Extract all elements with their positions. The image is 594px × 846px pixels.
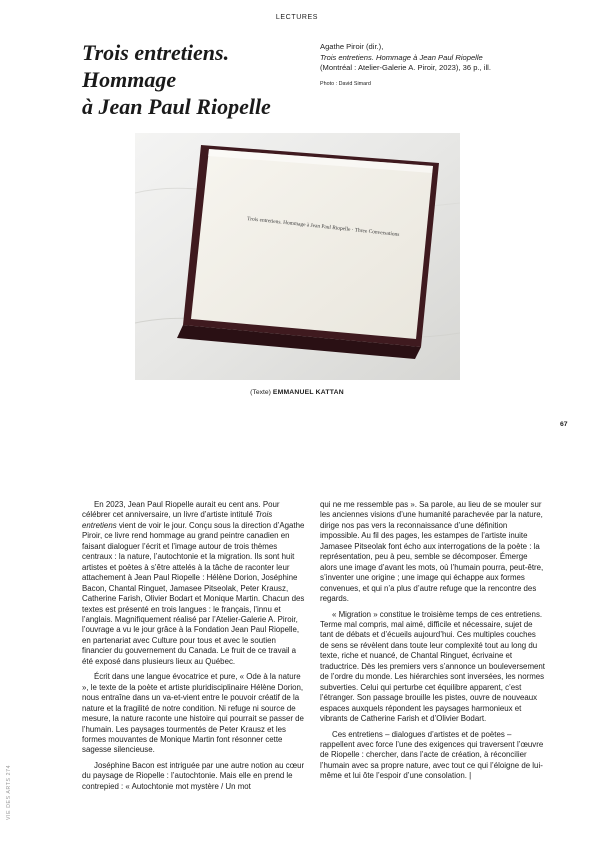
biblio-book-title: Trois entretiens. Hommage à Jean Paul Riopelle xyxy=(320,52,483,62)
magazine-side-label: VIE DES ARTS 274 xyxy=(6,764,12,820)
paragraph-text: En 2023, Jean Paul Riopelle aurait eu cent ans. Pour célébrer cet anniversaire, un livre d’artiste intitulé xyxy=(82,500,280,520)
biblio-publisher: (Montréal : Atelier-Galerie A. Piroir, 2023), 36 p., ill. xyxy=(320,63,491,73)
article-title xyxy=(82,39,322,120)
paragraph: Joséphine Bacon est intriguée par une autre notion au cœur du paysage de Riopelle : l’autochtonie. Mais elle en prend le contrepied : « Autochtonie mot mystère / Un mot xyxy=(82,760,305,791)
section-label: LECTURES xyxy=(275,14,319,21)
paragraph: « Migration » constitue le troisième temps de ces entretiens. Terme mal compris, mal aimé, difficile et nécessaire, sujet de tant de débats et d’écueils aujourd’hui. Ces multiples couches de sens se révèlent dans toute leur complexité tout au long du texte, riche et nuancé, de Chantal Ringuet, écrivaine et traductrice. Dès les premiers vers s’annonce un bouleversement de l’ordre du monde. Les hiérarchies sont inversées, les normes subverties. Celui qui perturbe cet équilibre apparent, c’est l’étranger. Son passage brouille les pistes, ouvre de nouveaux espaces auxquels répondent les paysages harmonieux et vibrants de Catherine Farish et d’Olivier Bodart. xyxy=(320,609,545,724)
byline xyxy=(0,389,594,396)
book-photo xyxy=(135,133,460,380)
paragraph-italic: Trois entretiens xyxy=(82,510,273,530)
paragraph: Écrit dans une langue évocatrice et pure, « Ode à la nature », le texte de la poète et artiste pluridisciplinaire Hélène Dorion, nous entraîne dans un va-et-vient entre le pouvoir créatif de la nature et la fragilité de notre condition. Ni refuge ni source de mesure, la nature raconte une histoire qui pourrait se passer de l’humain. Les paysages tourmentés de Peter Krausz et les formes mouvantes de Monique Martin font résonner cette sagesse silencieuse. xyxy=(82,672,304,755)
title-line-2: à Jean Paul Riopelle xyxy=(82,94,271,119)
page-number: 67 xyxy=(560,421,568,428)
byline-author: EMMANUEL KATTAN xyxy=(272,389,344,396)
paragraph-text: vient de voir le jour. Conçu sous la direction d’Agathe Piroir, ce livre rend hommage au grand peintre canadien en faisant dialoguer l’écrit et l’image autour de trois thèmes centraux : la nature, l’autochtonie et la migration. Ils sont huit artistes et poètes à s’être attelés à la tâche de raconter leur attachement à Jean Paul Riopelle : Hélène Dorion, Joséphine Bacon, Chantal Ringuet, Jamasee Pitseolak, Peter Krausz, Catherine Farish, Olivier Bodart et Monique Martin. Chacun des textes est présenté en trois langues : le français, l’innu et l’anglais. Magnifiquement réalisé par l’Atelier-Galerie A. Piroir, l’ouvrage a vu le jour grâce à la Fondation Jean Paul Riopelle, en partenariat avec Culture pour tous et avec le soutien financier du gouvernement du Canada. Le fruit de ce travail a été exposé dans plusieurs lieux au Québec. xyxy=(82,520,305,666)
book-cover-text: Trois entretiens. Hommage à Jean Paul Riopelle · Three Conversations xyxy=(246,216,400,238)
byline-prefix: (Texte) xyxy=(250,389,271,396)
paragraph: qui ne me ressemble pas ». Sa parole, au lieu de se mouler sur les anciennes visions d’une humanité parachevée par la nature, dirige nos pas vers la reconnaissance d’une définition impossible. Au fil des pages, les estampes de l’artiste inuite Jamasee Pitseolak font écho aux interrogations de la poète : la représentation, peu à peu, semble se décomposer. Émerge alors une image d’avant les mots, où l’humain pourra, peut-être, s’inventer une origine ; une image qui échappe aux formes convenues, et qui n’a plus d’autre refuge que la rencontre des regards. xyxy=(320,500,544,604)
bibliographic-info xyxy=(320,42,560,74)
article-column-right xyxy=(320,500,545,787)
paragraph: Ces entretiens – dialogues d’artistes et de poètes – rappellent avec force l’une des exigences qui traversent l’œuvre de Riopelle : chercher, dans l’acte de création, à réconcilier l’humain avec sa propre nature, avec tout ce qui l’éloigne de lui-même et lui ôte l’espoir d’une consolation. | xyxy=(320,729,544,781)
title-line-1: Trois entretiens. Hommage xyxy=(82,40,230,92)
article-column-left xyxy=(82,500,307,797)
photo-credit: Photo : David Simard xyxy=(320,81,371,87)
biblio-author: Agathe Piroir (dir.), xyxy=(320,42,384,51)
book-illustration xyxy=(135,133,460,380)
paragraph xyxy=(82,500,307,667)
